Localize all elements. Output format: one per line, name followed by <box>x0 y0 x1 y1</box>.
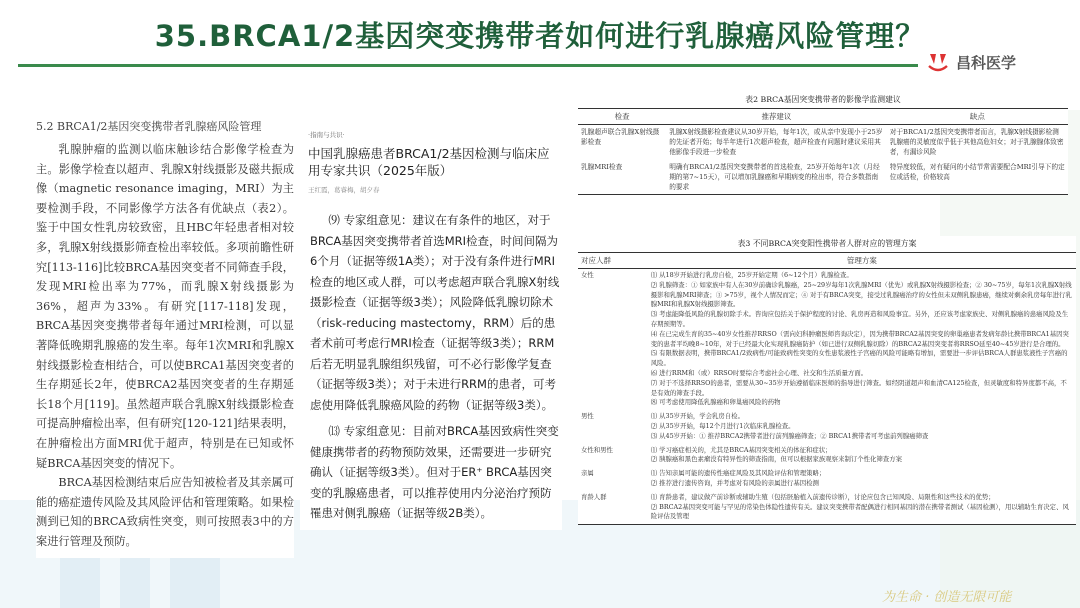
footer-slogan: 为生命 · 创造无限可能 <box>882 590 1012 605</box>
section-heading: 5.2 BRCA1/2基因突变携带者乳腺癌风险管理 <box>36 120 262 133</box>
table-row <box>578 269 1076 411</box>
left-paragraph: 乳腺肿瘤的监测以临床触诊结合影像学检查为主。影像学检查以超声、乳腺X射线摄影及磁共振成像（magnetic resonance imaging，MRI）为主要检测手段，不同影像学方法各有优缺点（表2）。鉴于中国女性乳房较致密，且HBC年轻患者相对较多，乳腺X射线摄影筛查检出率较低。多项前瞻性研究[113-116]比较BRCA基因突变者不同筛查手段，发现MRI检出率为77%，而乳腺X射线摄影为36%，超声为33%。有研究[117-118]发现，BRCA基因突变携带者每年通过MRI检测，可以显著降低晚期乳腺癌的发生率。每年1次MRI和乳腺X射线摄影检查相结合，可以使BRCA1基因突变者的生存期延长2年，使BRCA2基因突变者的生存期延长18个月[119]。虽然超声联合乳腺X射线摄影检查可提高肿瘤检出率，但有研究[120-121]结果表明，在肿瘤检出方面MRI优于超声，特别是在已知或怀疑BRCA基因突变的情况下。 <box>36 143 294 470</box>
table2-header: 推荐建议 <box>666 109 887 125</box>
brand-logo-icon <box>926 50 950 74</box>
table-row <box>578 444 1076 468</box>
table2 <box>578 108 1068 195</box>
table-cell: 乳腺X射线摄影检查建议从30岁开始，每年1次，或从亲中发现小于25岁的先证者开始；每半年进行1次超声检查，超声检查有问题时建议采用其他影像手段进一步检查 <box>669 128 883 157</box>
plan-item: ⑵ 乳腺筛查：① 如家族中有人在30岁前确诊乳腺癌，25~29岁每年1次乳腺MRI（优先）或乳腺X射线摄影检查；② 30~75岁，每年1次乳腺X射线摄影和乳腺MRI筛查；③ >75岁，视个人情况而定；④ 对于有BRCA突变，接受过乳腺癌治疗的女性但未双侧乳腺患癌，继续对剩余乳房每年进行乳腺MRI和乳腺X射线摄影筛查。 <box>650 280 1072 309</box>
table3-caption: 表3 不同BRCA突变阳性携带者人群对应的管理方案 <box>737 239 917 248</box>
left-excerpt-body <box>36 140 294 551</box>
table-cell: 乳腺超声联合乳腺X射线摄影检查 <box>581 128 660 147</box>
plan-item: ⑵ BRCA2基因突变可能与罕见的常染色体隐性遗传有关。建议突变携带者配偶进行相同基因的潜在携带者测试（基因检测），用以辅助生育决定、风险评估及管理 <box>650 502 1069 521</box>
plan-item: ⑹ 进行RRM和（或）RRSO时要综合考虑社会心理、社交和生活质量方面。 <box>650 368 868 377</box>
title-underline <box>18 64 918 67</box>
table3-header: 管理方案 <box>648 253 1076 269</box>
left-excerpt-card <box>36 118 294 558</box>
table2-block <box>578 92 1068 195</box>
plan-item: ⑴ 从18岁开始进行乳房自检，25岁开始定期（6~12个月）乳腺检查。 <box>650 271 853 279</box>
brand-logo-block <box>926 50 1016 74</box>
slide-title: 35.BRCA1/2基因突变携带者如何进行乳腺癌风险管理？ <box>154 19 926 53</box>
expert-opinion: ⑼ 专家组意见：建议在有条件的地区，对于BRCA基因突变携带者首选MRI检查，时间间隔为6个月（证据等级1A类）；对于没有条件进行MRI检查的地区或人群，可以考虑超声联合乳腺X射线摄影检查（证据等级3类）；风险降低乳腺切除术（risk-reducing mastectomy，RRM）后的患者术前可考虑行MRI检查（证据等级3类）；RRM后若无明显乳腺组织残留，可不必行影像学复查（证据等级3类）；对于未进行RRM的患者，可考虑使用降低乳腺癌风险的药物（证据等级3类）。 <box>310 213 560 412</box>
table2-caption: 表2 BRCA基因突变携带者的影像学监测建议 <box>745 95 901 104</box>
plan-cell <box>648 444 1076 468</box>
table-cell: 乳腺MRI检查 <box>578 160 666 195</box>
group-cell: 男性 <box>581 412 594 421</box>
table-cell: 明确有BRCA1/2基因突变携带者的首选检查，25岁开始每年1次（月经期的第7~15天），可以增加乳腺癌和早期病变的检出率，符合多数指南的要求 <box>666 160 887 195</box>
expert-opinion: ⒀ 专家组意见：目前对BRCA基因致病性突变健康携带者的药物预防效果，还需要进一步研究确认（证据等级3类）。但对于ER⁺ BRCA基因突变的乳腺癌患者，可以推荐使用内分泌治疗预防罹患对侧乳腺癌（证据等级2B类）。 <box>310 424 559 520</box>
plan-item: ⑶ 从45岁开始：① 推荐BRCA2携带者进行前列腺癌筛查；② BRCA1携带者可考虑前列腺癌筛查 <box>650 431 929 440</box>
table-row <box>578 467 1076 491</box>
table-cell: 对于BRCA1/2基因突变携带者而言，乳腺X射线摄影检测乳腺癌的灵敏度似乎低于其他高危妇女；对于乳腺腺体致密者，有漏诊风险 <box>889 128 1064 157</box>
journal-kicker: ·指南与共识· <box>308 131 345 139</box>
table2-header: 检查 <box>578 109 666 125</box>
plan-item: ⑴ 学习癌症相关的，尤其是BRCA基因突变相关的体征和症状； <box>650 445 832 454</box>
plan-item: ⑻ 可考虑使用降低乳腺癌和卵巢癌风险的药物 <box>650 398 781 407</box>
plan-item: ⑴ 告知亲属可能的遗传性癌症风险及其风险评估和管理策略； <box>650 469 826 478</box>
group-cell: 女性和男性 <box>581 445 613 454</box>
plan-item: ⑴ 育龄患者，建议做产前诊断或辅助生殖（包括胚胎植入前遗传诊断），讨论应包含已知风险、局限性和这些技术的优势； <box>650 492 995 501</box>
plan-item: ⑵ 从35岁开始，每12个月进行1次临床乳腺检查。 <box>650 421 795 430</box>
plan-cell <box>648 269 1076 411</box>
consensus-excerpt-card <box>300 130 562 530</box>
consensus-title: 中国乳腺癌患者BRCA1/2基因检测与临床应用专家共识（2025年版） <box>308 146 550 178</box>
consensus-authors: 王红霞，葛睿梅，胡夕春 <box>308 186 380 194</box>
group-cell: 育龄人群 <box>578 491 648 525</box>
plan-item: ⑵ 胰腺癌和黑色素瘤没有特异性的筛查指南，但可以根据家族观察来制订个性化筛查方案 <box>650 455 902 464</box>
plan-cell <box>648 467 1076 491</box>
left-paragraph: BRCA基因检测结束后应告知被检者及其亲属可能的癌症遗传风险及其风险评估和管理策略。如果检测到已知的BRCA致病性突变，则可按照表3中的方案进行管理及预防。 <box>36 476 294 548</box>
plan-item: ⑴ 从35岁开始，学会乳房自检。 <box>650 412 744 421</box>
plan-item: ⑸ 有限数据表明，携带BRCA1/2致病性/可能致病性突变的女性患浆液性子宫癌的风险可能略有增加，需要进一步评估BRCA人群患浆液性子宫癌的风险。 <box>650 349 1068 368</box>
table2-header: 缺点 <box>887 109 1068 125</box>
expert-opinions <box>310 210 562 524</box>
plan-cell <box>648 491 1076 525</box>
plan-item: ⑶ 考虑能降低风险的乳腺切除手术。咨询应包括关于保护程度的讨论、乳房再造和风险事宜。另外，还应该考虑家族史、对侧乳腺癌的患癌风险及生存期预期等。 <box>650 310 1069 328</box>
table-row <box>578 491 1076 525</box>
brand-name: 昌科医学 <box>956 53 1017 72</box>
plan-item: ⑷ 在已完成生育的35~40岁女性推荐RRSO（需向妇科肿瘤医师咨询决定），因为携带BRCA2基因突变的卵巢癌患者发病年龄比携带BRCA1基因突变的患者平均晚8~10年，对于已经最大化实现乳腺癌防护（如已进行双侧乳腺切除）的BRCA2基因突变者将RRSO延至40~45岁进行是合理的。 <box>650 329 1069 348</box>
group-cell: 女性 <box>581 271 594 279</box>
plan-item: ⑵ 推荐进行遗传咨询，并考虑对有风险的亲属进行基因检测 <box>650 478 819 487</box>
table-row <box>578 410 1076 443</box>
table-row <box>578 125 1068 160</box>
table3 <box>578 252 1076 525</box>
plan-item: ⑺ 对于不选择RRSO的患者，需要从30~35岁开始遵循临床医师的指导进行筛查。如经阴道超声和血清CA125检查，但灵敏度和特异度都不高，不是有效的筛查手段。 <box>650 378 1067 397</box>
table3-block <box>578 236 1076 525</box>
table3-header: 对应人群 <box>578 253 648 269</box>
group-cell: 亲属 <box>581 469 594 478</box>
plan-cell <box>648 410 1076 443</box>
table-cell: 特异度较低，对有疑问的小结节常需要配合MRI引导下的定位或活检，价格较高 <box>887 160 1068 195</box>
table-row <box>578 160 1068 195</box>
